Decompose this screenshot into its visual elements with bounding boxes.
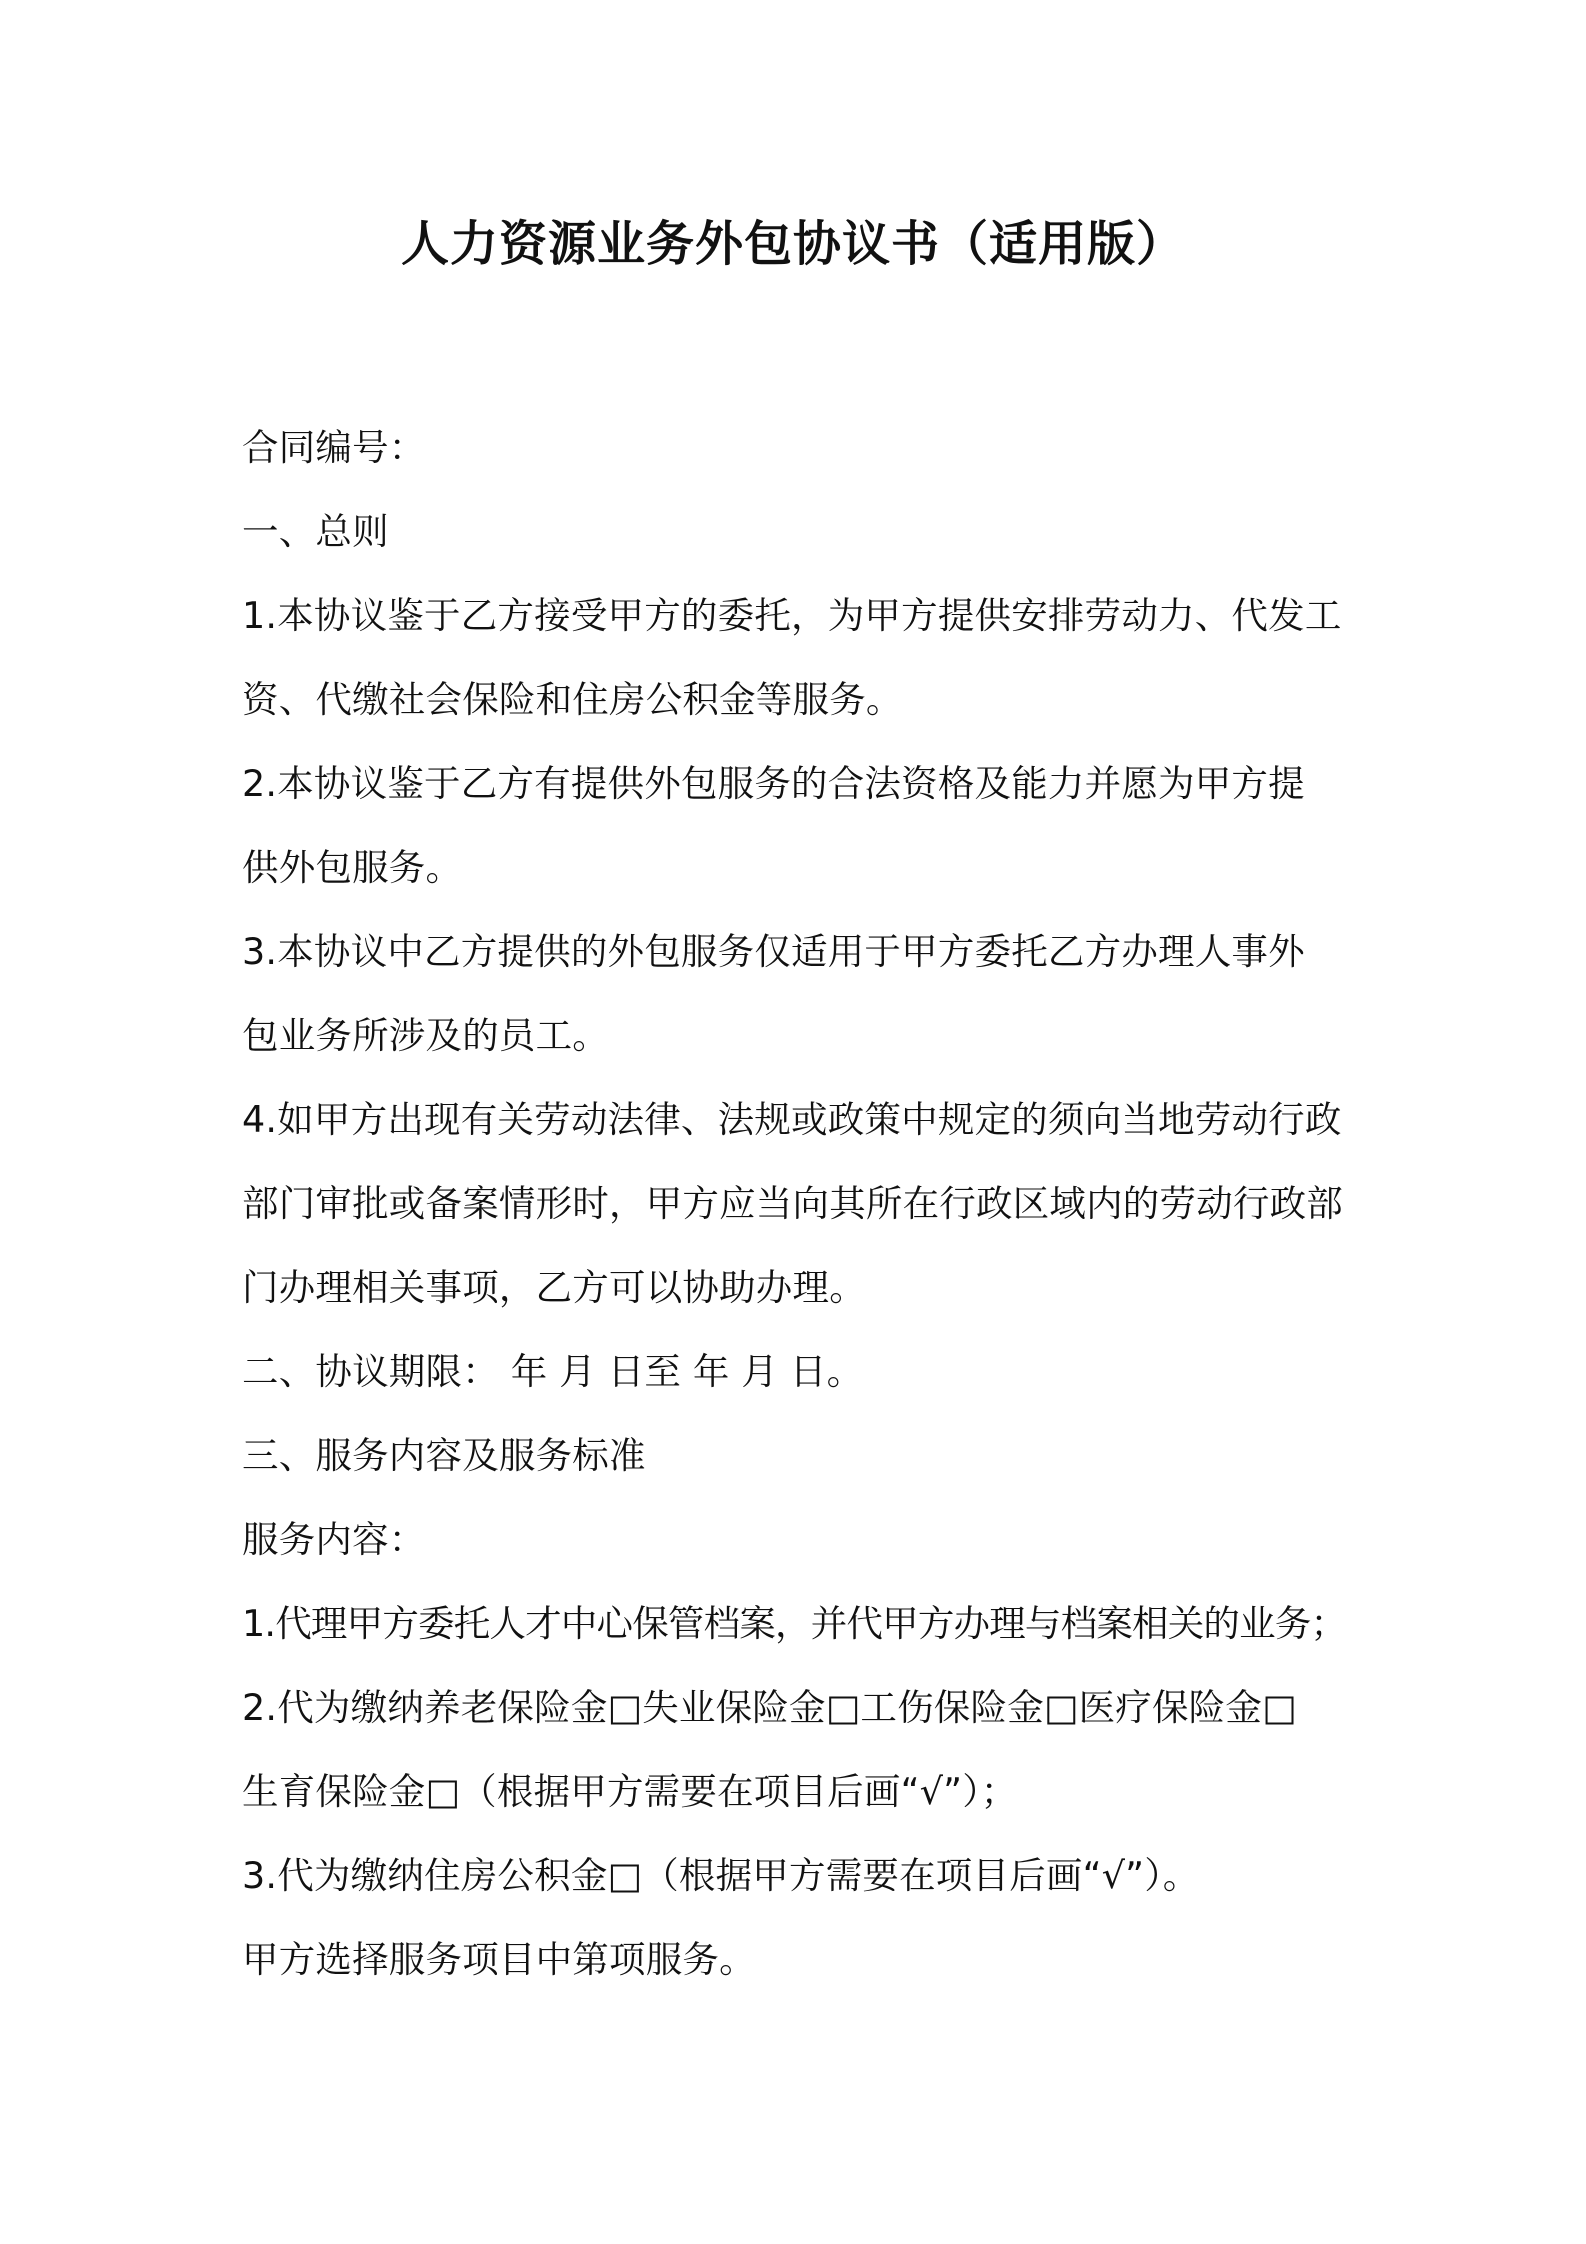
section-heading-services: 三、服务内容及服务标准 — [242, 1434, 646, 1477]
paragraph-line: 2.代为缴纳养老保险金□失业保险金□工伤保险金□医疗保险金□ — [242, 1686, 1297, 1729]
paragraph-line: 甲方选择服务项目中第项服务。 — [242, 1938, 756, 1981]
paragraph-line: 供外包服务。 — [242, 846, 463, 889]
service-content-label: 服务内容： — [242, 1518, 426, 1561]
paragraph-line: 4.如甲方出现有关劳动法律、法规或政策中规定的须向当地劳动行政 — [242, 1098, 1342, 1141]
contract-number-line: 合同编号： — [242, 426, 426, 469]
paragraph-line: 3.代为缴纳住房公积金□（根据甲方需要在项目后画“√”）。 — [242, 1854, 1200, 1897]
paragraph-line: 包业务所涉及的员工。 — [242, 1014, 609, 1057]
paragraph-line: 部门审批或备案情形时，甲方应当向其所在行政区域内的劳动行政部 — [242, 1182, 1343, 1225]
paragraph-line: 生育保险金□（根据甲方需要在项目后画“√”）； — [242, 1770, 1018, 1813]
paragraph-line: 1.代理甲方委托人才中心保管档案，并代甲方办理与档案相关的业务； — [242, 1602, 1347, 1645]
document-title: 人力资源业务外包协议书（适用版） — [400, 216, 1185, 272]
paragraph-line: 2.本协议鉴于乙方有提供外包服务的合法资格及能力并愿为甲方提 — [242, 762, 1305, 805]
paragraph-line: 3.本协议中乙方提供的外包服务仅适用于甲方委托乙方办理人事外 — [242, 930, 1305, 973]
section-heading-general: 一、总则 — [242, 510, 389, 553]
paragraph-line: 1.本协议鉴于乙方接受甲方的委托，为甲方提供安排劳动力、代发工 — [242, 594, 1342, 637]
paragraph-line: 门办理相关事项，乙方可以协助办理。 — [242, 1266, 866, 1309]
document-body — [242, 406, 1372, 2002]
paragraph-line: 资、代缴社会保险和住房公积金等服务。 — [242, 678, 903, 721]
section-heading-term: 二、协议期限： 年 月 日至 年 月 日。 — [242, 1350, 864, 1393]
